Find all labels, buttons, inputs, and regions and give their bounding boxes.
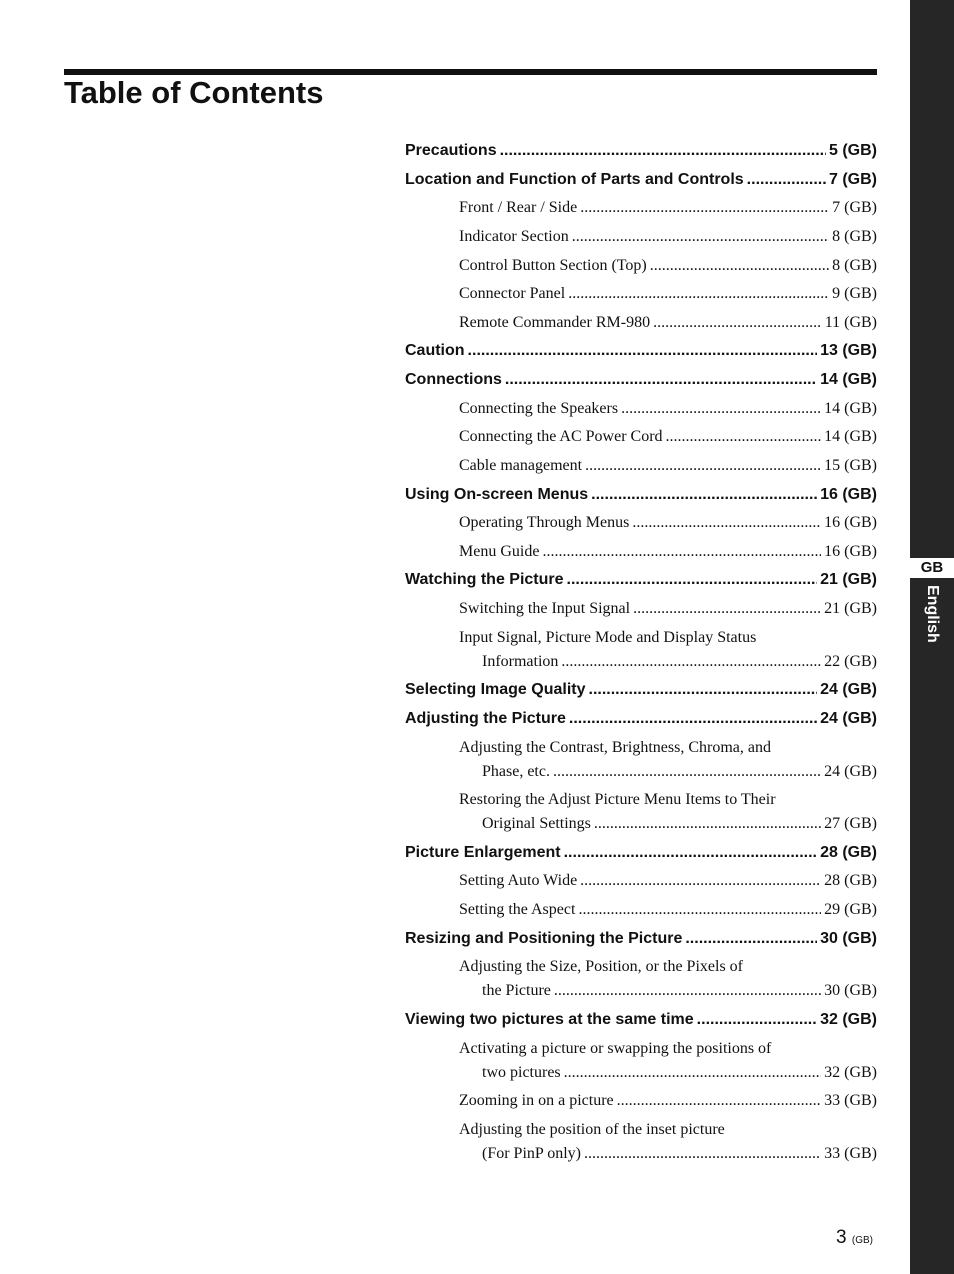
- toc-entry-title: Information: [482, 653, 559, 670]
- dot-leader: [594, 815, 821, 833]
- toc-subentry: [459, 285, 877, 309]
- toc-entry-title: Setting the Aspect: [459, 901, 576, 918]
- dot-leader: [561, 653, 821, 671]
- toc-subentry-line1: Adjusting the Size, Position, or the Pixels of: [459, 958, 743, 975]
- toc-entry-page: 16 (GB): [824, 514, 877, 531]
- toc-entry-page: 9 (GB): [832, 285, 877, 302]
- dot-leader: [585, 457, 821, 475]
- toc-entry-page: 15 (GB): [824, 457, 877, 474]
- toc-entry-page: 30 (GB): [820, 930, 877, 947]
- toc-entry-page: 29 (GB): [824, 901, 877, 918]
- toc-entry-precautions: [405, 142, 877, 166]
- toc-subentry: [459, 514, 877, 538]
- dot-leader: [569, 710, 817, 728]
- toc-entry-page: 8 (GB): [832, 228, 877, 245]
- toc-subentry: [459, 872, 877, 896]
- language-code-badge: GB: [910, 558, 954, 578]
- toc-entry-page: 8 (GB): [832, 257, 877, 274]
- dot-leader: [572, 228, 829, 246]
- toc-entry-page: 33 (GB): [824, 1092, 877, 1109]
- toc-subentry: [459, 257, 877, 281]
- dot-leader: [505, 371, 817, 389]
- toc-entry-title: Operating Through Menus: [459, 514, 630, 531]
- toc-entry-caution: [405, 342, 877, 366]
- toc-entry-page: 5 (GB): [829, 142, 877, 159]
- toc-entry-title: Watching the Picture: [405, 571, 564, 588]
- toc-subentry: [459, 901, 877, 925]
- toc-entry-title: Using On-screen Menus: [405, 486, 589, 503]
- dot-leader: [591, 486, 817, 504]
- dot-leader: [589, 681, 818, 699]
- toc-subentry-line1: Restoring the Adjust Picture Menu Items to Their: [459, 791, 776, 808]
- toc-entry-title: Connecting the AC Power Cord: [459, 428, 663, 445]
- toc-subentry: [459, 600, 877, 624]
- toc-entry-page: 7 (GB): [832, 199, 877, 216]
- dot-leader: [568, 285, 829, 303]
- toc-entry-title: Phase, etc.: [482, 763, 550, 780]
- toc-entry-title: Front / Rear / Side: [459, 199, 578, 216]
- toc-entry-page: 28 (GB): [820, 844, 877, 861]
- toc-entry-title: Selecting Image Quality: [405, 681, 586, 698]
- page-number-value: 3: [836, 1227, 847, 1248]
- toc-entry-title: Control Button Section (Top): [459, 257, 647, 274]
- toc-subentry-line1: Adjusting the Contrast, Brightness, Chroma, and: [459, 739, 771, 756]
- dot-leader: [633, 600, 821, 618]
- toc-entry-on-screen-menus: [405, 486, 877, 510]
- toc-entry-page: 30 (GB): [824, 982, 877, 999]
- toc-subentry: [459, 228, 877, 252]
- toc-entry-page: 13 (GB): [820, 342, 877, 359]
- page-number: [836, 1227, 873, 1249]
- dot-leader: [621, 400, 821, 418]
- toc-entry-page: 14 (GB): [820, 371, 877, 388]
- toc-subentry: [482, 815, 877, 839]
- toc-subentry: [482, 1145, 877, 1169]
- page-number-suffix: (GB): [851, 1235, 873, 1246]
- language-label: English: [924, 585, 941, 643]
- toc-subentry-line1: Adjusting the position of the inset picture: [459, 1121, 725, 1138]
- dot-leader: [666, 428, 822, 446]
- toc-entry-resizing-positioning: [405, 930, 877, 954]
- toc-entry-page: 24 (GB): [820, 681, 877, 698]
- toc-entry-title: Switching the Input Signal: [459, 600, 631, 617]
- toc-entry-title: the Picture: [482, 982, 551, 999]
- dot-leader: [584, 1145, 821, 1163]
- toc-entry-title: Precautions: [405, 142, 497, 159]
- toc-entry-page: 11 (GB): [824, 314, 877, 331]
- dot-leader: [553, 763, 821, 781]
- toc-entry-page: 14 (GB): [824, 428, 877, 445]
- dot-leader: [542, 543, 821, 561]
- toc-entry-title: Location and Function of Parts and Controls: [405, 171, 744, 188]
- toc-entry-two-pictures: [405, 1011, 877, 1035]
- dot-leader: [580, 872, 821, 890]
- toc-entry-title: Connecting the Speakers: [459, 400, 619, 417]
- dot-leader: [564, 1064, 821, 1082]
- toc-entry-connections: [405, 371, 877, 395]
- dot-leader: [653, 314, 822, 332]
- toc-entry-picture-enlargement: [405, 844, 877, 868]
- toc-entry-title: Indicator Section: [459, 228, 569, 245]
- dot-leader: [564, 844, 817, 862]
- toc-entry-title: Resizing and Positioning the Picture: [405, 930, 683, 947]
- toc-entry-page: 32 (GB): [820, 1011, 877, 1028]
- toc-entry-title: (For PinP only): [482, 1145, 581, 1162]
- toc-entry-page: 14 (GB): [824, 400, 877, 417]
- toc-entry-title: Viewing two pictures at the same time: [405, 1011, 694, 1028]
- toc-entry-page: 22 (GB): [824, 653, 877, 670]
- toc-subentry: [459, 428, 877, 452]
- toc-entry-title: Menu Guide: [459, 543, 540, 560]
- toc-entry-page: 21 (GB): [820, 571, 877, 588]
- toc-subentry: [459, 314, 877, 338]
- dot-leader: [500, 142, 826, 160]
- toc-entry-title: Cable management: [459, 457, 583, 474]
- toc-entry-page: 16 (GB): [824, 543, 877, 560]
- toc-entry-page: 24 (GB): [820, 710, 877, 727]
- toc-subentry: [459, 457, 877, 481]
- toc-entry-page: 21 (GB): [824, 600, 877, 617]
- toc-entry-title: Caution: [405, 342, 465, 359]
- toc-subentry-line1: Input Signal, Picture Mode and Display Status: [459, 629, 757, 646]
- toc-entry-title: Original Settings: [482, 815, 591, 832]
- toc-entry-page: 24 (GB): [824, 763, 877, 780]
- dot-leader: [578, 901, 821, 919]
- dot-leader: [632, 514, 821, 532]
- dot-leader: [617, 1092, 821, 1110]
- dot-leader: [567, 571, 818, 589]
- toc-subentry: [482, 1064, 877, 1088]
- dot-leader: [747, 171, 826, 189]
- toc-subentry: [459, 199, 877, 223]
- toc-subentry: [459, 400, 877, 424]
- dot-leader: [580, 199, 829, 217]
- toc-entry-page: 27 (GB): [824, 815, 877, 832]
- dot-leader: [685, 930, 817, 948]
- toc-entry-page: 33 (GB): [824, 1145, 877, 1162]
- toc-entry-title: Connections: [405, 371, 502, 388]
- toc-subentry-line1: Activating a picture or swapping the positions of: [459, 1040, 772, 1057]
- toc-subentry: [482, 982, 877, 1006]
- toc-entry-page: 32 (GB): [824, 1064, 877, 1081]
- toc-entry-page: 7 (GB): [829, 171, 877, 188]
- toc-subentry: [482, 653, 877, 677]
- toc-entry-title: Remote Commander RM-980: [459, 314, 651, 331]
- dot-leader: [650, 257, 829, 275]
- dot-leader: [468, 342, 818, 360]
- page-title: Table of Contents: [64, 75, 324, 110]
- toc-entry-title: Picture Enlargement: [405, 844, 561, 861]
- toc-subentry: [459, 1092, 877, 1116]
- toc-entry-title: Zooming in on a picture: [459, 1092, 614, 1109]
- toc-entry-location-function: [405, 171, 877, 195]
- toc-entry-title: Connector Panel: [459, 285, 566, 302]
- toc-subentry: [482, 763, 877, 787]
- toc-entry-watching-picture: [405, 571, 877, 595]
- toc-subentry: [459, 543, 877, 567]
- toc-entry-page: 16 (GB): [820, 486, 877, 503]
- dot-leader: [554, 982, 821, 1000]
- toc-entry-title: two pictures: [482, 1064, 561, 1081]
- dot-leader: [697, 1011, 817, 1029]
- toc-entry-adjusting-picture: [405, 710, 877, 734]
- toc-entry-image-quality: [405, 681, 877, 705]
- toc-entry-title: Adjusting the Picture: [405, 710, 566, 727]
- toc-entry-title: Setting Auto Wide: [459, 872, 578, 889]
- toc-entry-page: 28 (GB): [824, 872, 877, 889]
